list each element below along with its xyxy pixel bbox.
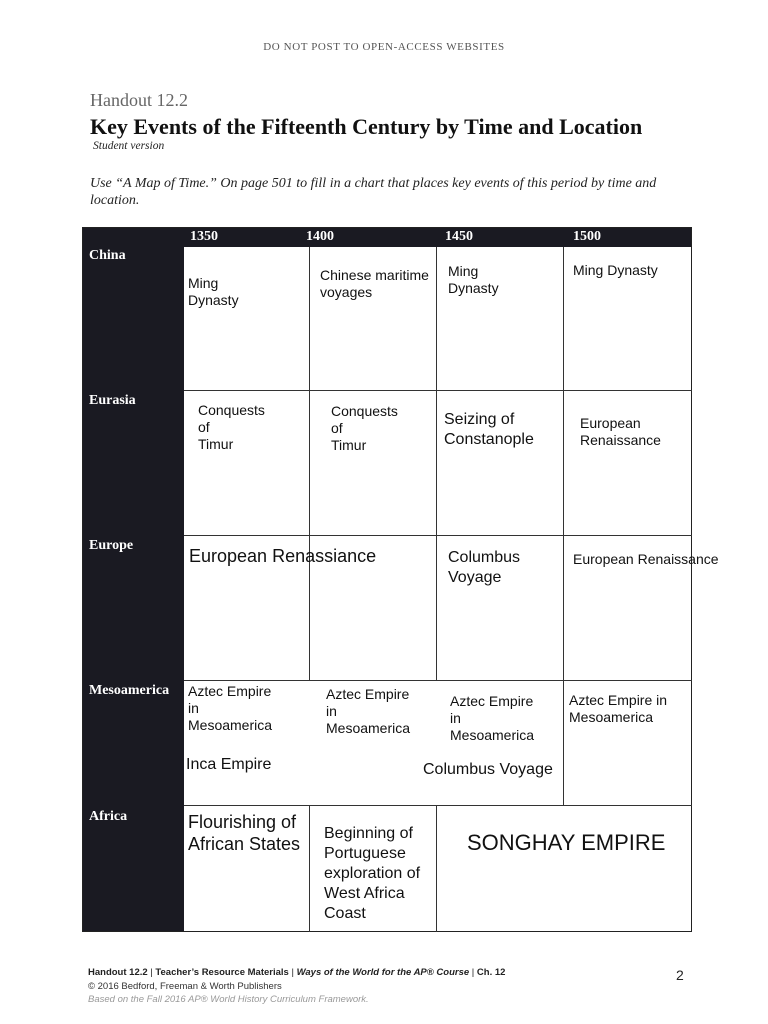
cell-mesoamerica-1350: Aztec Empire in Mesoamerica <box>188 683 273 733</box>
page-number: 2 <box>676 967 684 983</box>
cell-europe-1500: European Renaissance <box>573 551 719 567</box>
cell-mesoamerica-1500: Aztec Empire in Mesoamerica <box>569 692 668 725</box>
cell-africa-1450-1500: SONGHAY EMPIRE <box>467 830 666 855</box>
year-1400: 1400 <box>306 229 334 244</box>
cell-mesoamerica-1450: Aztec Empire in Mesoamerica <box>450 693 535 743</box>
footer-chapter: Ch. 12 <box>476 967 506 978</box>
region-china: China <box>89 248 126 263</box>
row-divider <box>184 680 692 681</box>
version-subtitle: Student version <box>93 140 165 152</box>
footer-book-title: Ways of the World for the AP® Course <box>296 967 470 978</box>
access-warning: DO NOT POST TO OPEN-ACCESS WEBSITES <box>263 41 505 53</box>
footer-handout: Handout 12.2 <box>88 967 148 978</box>
column-divider <box>563 247 564 805</box>
footer-separator: | <box>469 967 477 978</box>
cell-africa-1350: Flourishing of African States <box>188 812 301 854</box>
page-title: Key Events of the Fifteenth Century by Time and Location <box>90 114 643 139</box>
region-africa: Africa <box>89 809 128 824</box>
footer-separator: | <box>288 967 297 978</box>
cell-europe-1350: European Renassiance <box>189 546 377 566</box>
footer-separator: | <box>147 967 156 978</box>
cell-mesoamerica-1450-columbus: Columbus Voyage <box>423 761 553 778</box>
row-divider <box>184 390 692 391</box>
cell-europe-1450: Columbus Voyage <box>448 549 521 586</box>
column-divider <box>309 805 310 932</box>
region-mesoamerica: Mesoamerica <box>89 683 170 698</box>
year-1450: 1450 <box>445 229 473 244</box>
cell-eurasia-1500: European Renaissance <box>580 415 661 448</box>
year-1350: 1350 <box>190 229 218 244</box>
footer-materials: Teacher’s Resource Materials <box>155 967 289 978</box>
cell-mesoamerica-1400: Aztec Empire in Mesoamerica <box>326 686 411 736</box>
footer-based-on: Based on the Fall 2016 AP® World History Curriculum Framework. <box>88 994 369 1005</box>
region-eurasia: Eurasia <box>89 393 136 408</box>
cell-china-1350: Ming Dynasty <box>188 275 239 308</box>
cell-mesoamerica-1350-inca: Inca Empire <box>186 756 272 773</box>
cell-eurasia-1400: Conquests of Timur <box>331 403 398 453</box>
cell-africa-1400: Beginning of Portuguese exploration of West Africa Coast <box>324 825 421 922</box>
cell-china-1450: Ming Dynasty <box>448 263 499 296</box>
cell-eurasia-1450: Seizing of Constanople <box>444 411 534 448</box>
handout-number: Handout 12.2 <box>90 90 188 110</box>
row-divider <box>184 805 692 806</box>
cell-china-1400: Chinese maritime voyages <box>320 267 429 300</box>
instructions: Use “A Map of Time.” On page 501 to fill in a chart that places key events of this period by time and location. <box>90 176 657 208</box>
row-divider <box>184 535 692 536</box>
column-divider <box>436 247 437 681</box>
region-europe: Europe <box>89 538 134 553</box>
column-divider <box>436 805 437 932</box>
cell-china-1500: Ming Dynasty <box>573 262 658 278</box>
footer-copyright: © 2016 Bedford, Freeman & Worth Publishers <box>88 981 282 992</box>
column-divider <box>309 247 310 681</box>
cell-eurasia-1350: Conquests of Timur <box>198 402 265 452</box>
year-1500: 1500 <box>573 229 601 244</box>
footer-citation <box>88 967 505 978</box>
